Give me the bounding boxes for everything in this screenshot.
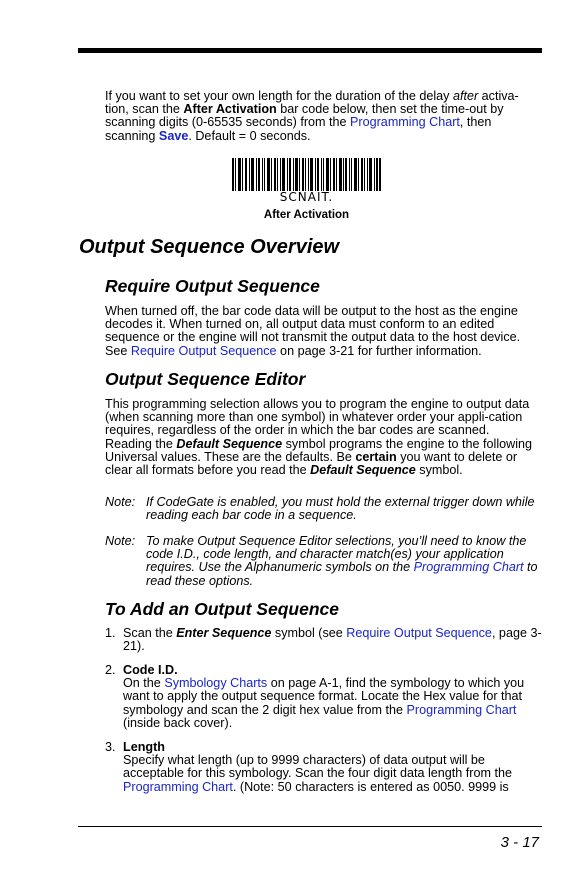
intro-text-2: activa-tion, scan the [105, 89, 519, 117]
require-text-1: When turned off, the bar code data will be output to the host as the engine decodes it. When turned on, all output data must conform to an edited sequence or the engine will not transmit the output data to the host device. See [105, 304, 521, 358]
note-codegate [105, 496, 545, 522]
require-output-sequence-link[interactable]: Require Output Sequence [346, 626, 492, 640]
editor-text-3: you want to delete or clear all formats before you read the [105, 449, 518, 478]
note-text [146, 535, 545, 588]
save-link[interactable]: Save [158, 128, 189, 143]
list-text: on page A-1, find the symbology to which you want to apply the output sequence format. Locate the Hex value for that symbology and scan the 2 digit hex value from the [123, 676, 525, 717]
list-text: symbol (see [271, 626, 347, 640]
list-item [105, 627, 545, 653]
intro-text-4: , then scanning [105, 115, 492, 143]
note-text-a: To make Output Sequence Editor selections, you’ll need to know the code I.D., code length, and character match(es) your application requires. Use the Alphanumeric symbols on the [146, 534, 527, 575]
intro-emphasis: after [452, 89, 479, 103]
list-number: 2. [105, 663, 116, 677]
note-text-b: to read these options. [146, 560, 538, 588]
list-body [123, 627, 545, 653]
list-text: (inside back cover). [123, 715, 233, 730]
after-activation-barcode [232, 158, 381, 191]
note-output-sequence [105, 535, 545, 588]
add-heading: To Add an Output Sequence [105, 599, 339, 619]
list-title: Code I.D. [123, 663, 178, 677]
intro-text-5: . Default = 0 seconds. [188, 128, 311, 143]
barcode-text: SCNAIT. [279, 190, 334, 204]
section-title: Output Sequence Overview [79, 236, 340, 258]
barcode-caption: After Activation [263, 209, 350, 221]
editor-text-4: symbol. [415, 463, 463, 478]
page-number: 3 - 17 [500, 834, 539, 851]
note-text: If CodeGate is enabled, you must hold the external trigger down while reading each bar code in a sequence. [146, 495, 535, 523]
list-body [123, 741, 545, 794]
list-item [105, 664, 545, 730]
intro-bold: After Activation [183, 102, 277, 117]
editor-text-2: symbol programs the engine to the following Universal values. These are the defaults. Be [105, 436, 533, 464]
enter-sequence-bold: Enter Sequence [176, 626, 272, 640]
note-label: Note: [105, 534, 136, 548]
list-number: 1. [105, 626, 116, 640]
default-sequence-bold-1: Default Sequence [176, 436, 283, 451]
intro-paragraph [105, 90, 537, 143]
note-label: Note: [105, 495, 136, 509]
require-output-sequence-link[interactable]: Require Output Sequence [130, 343, 277, 358]
require-paragraph [105, 305, 537, 358]
programming-chart-link[interactable]: Programming Chart [350, 115, 460, 130]
list-text: On the [123, 676, 165, 691]
certain-bold: certain [355, 449, 397, 464]
require-text-2: on page 3-21 for further information. [276, 343, 482, 358]
list-item [105, 741, 545, 794]
editor-heading: Output Sequence Editor [105, 369, 306, 389]
list-text: . (Note: 50 characters is entered as 0050. 9999 is [232, 779, 509, 794]
list-text: Scan the [123, 626, 177, 640]
list-title: Length [123, 740, 165, 754]
bottom-rule [78, 826, 542, 827]
intro-text-1: If you want to set your own length for the duration of the delay [105, 89, 453, 103]
editor-paragraph [105, 398, 537, 477]
editor-text-1: This programming selection allows you to program the engine to output data (when scanning more than one symbol) in whatever order your appli-cation requires, regardless of the order in which the bar codes are scanned. Reading the [105, 397, 530, 451]
list-text: Specify what length (up to 9999 characters) of data output will be acceptable for this symbology. Scan the four digit data length from the [123, 753, 512, 781]
list-number: 3. [105, 740, 116, 754]
top-rule [78, 48, 542, 53]
intro-text-3: bar code below, then set the time-out by scanning digits (0-65535 seconds) from the [105, 102, 504, 130]
programming-chart-link[interactable]: Programming Chart [406, 702, 517, 717]
default-sequence-bold-2: Default Sequence [310, 463, 416, 478]
list-body [123, 664, 545, 730]
list-text: , page 3-21). [123, 626, 542, 654]
symbology-charts-link[interactable]: Symbology Charts [164, 676, 268, 691]
programming-chart-link[interactable]: Programming Chart [413, 560, 524, 575]
programming-chart-link[interactable]: Programming Chart [123, 779, 233, 794]
require-heading: Require Output Sequence [105, 276, 320, 296]
